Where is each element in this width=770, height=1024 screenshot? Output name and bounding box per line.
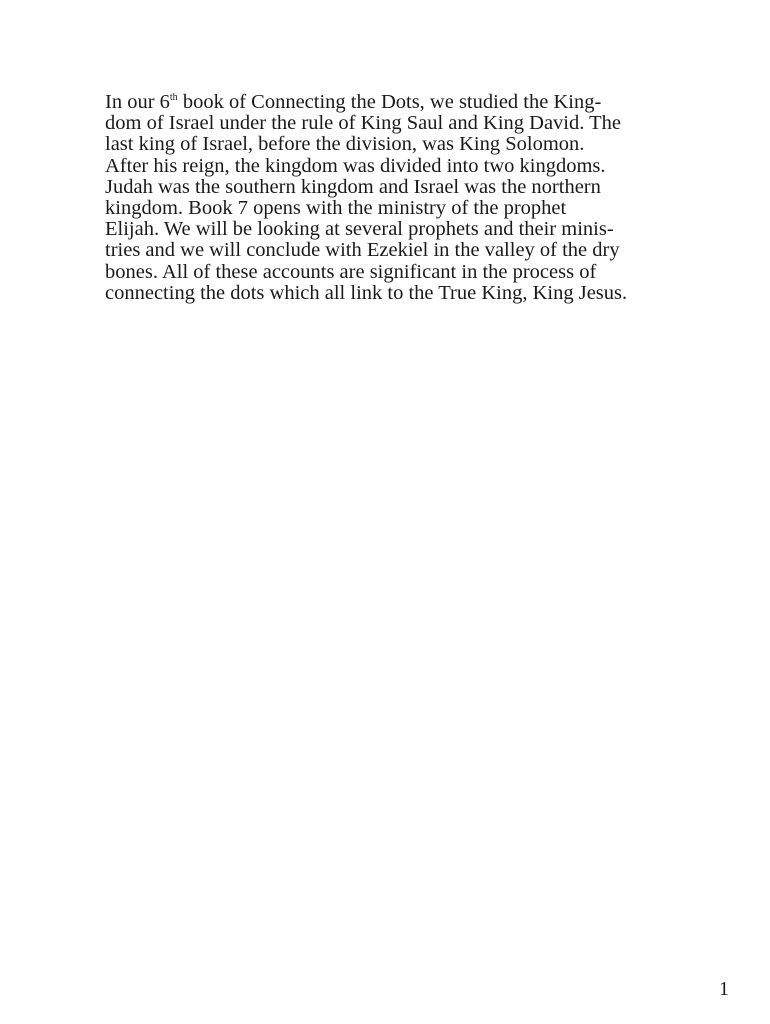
paragraph-line-7: Elijah. We will be looking at several prophets and their minis- (105, 218, 614, 241)
paragraph-line-5: Judah was the southern kingdom and Israel was the northern (105, 175, 601, 198)
paragraph-line-4: After his reign, the kingdom was divided into two kingdoms. (105, 154, 606, 177)
line-1-text-after: book of Connecting the Dots, we studied the King- (177, 91, 602, 113)
paragraph-line-6: kingdom. Book 7 opens with the ministry of the prophet (105, 197, 567, 220)
paragraph-line-10: connecting the dots which all link to the True King, King Jesus. (105, 281, 628, 304)
paragraph-line-8: tries and we will conclude with Ezekiel in the valley of the dry (105, 239, 620, 262)
intro-paragraph (105, 92, 705, 304)
paragraph-line-1 (105, 92, 705, 113)
page-number: 1 (719, 978, 729, 1000)
line-1-text-before: In our 6 (105, 91, 170, 113)
ordinal-superscript: th (169, 92, 178, 103)
paragraph-line-3: last king of Israel, before the division, was King Solomon. (105, 133, 585, 156)
paragraph-line-2: dom of Israel under the rule of King Saul and King David. The (105, 112, 621, 135)
paragraph-line-9: bones. All of these accounts are significant in the process of (105, 260, 597, 283)
